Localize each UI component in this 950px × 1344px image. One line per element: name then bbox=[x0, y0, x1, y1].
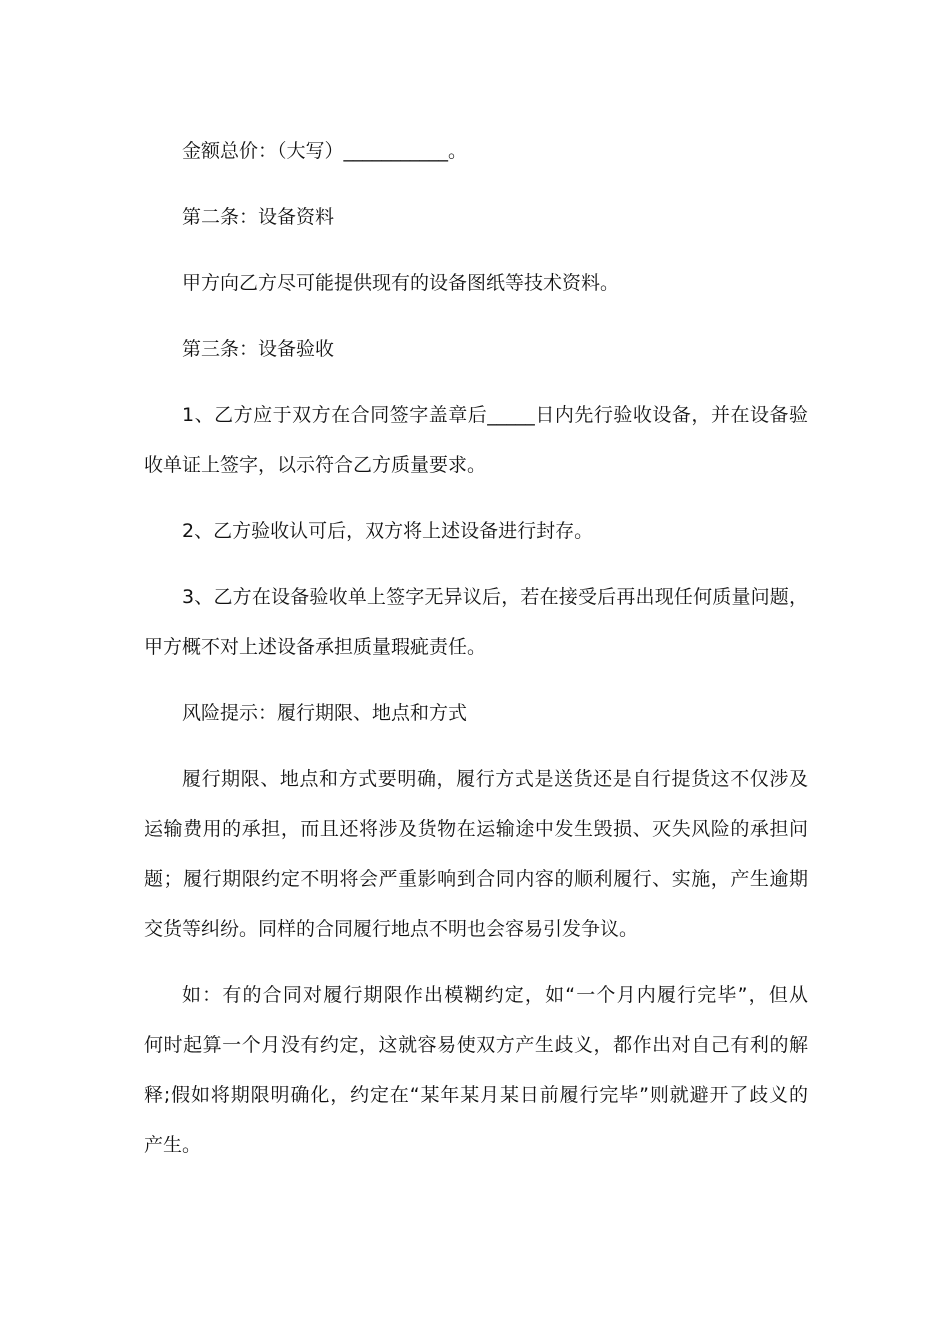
article-2-text: 甲方向乙方尽可能提供现有的设备图纸等技术资料。 bbox=[182, 272, 620, 294]
example-paragraph-line-1: 如：有的合同对履行期限作出模糊约定，如“一个月内履行完毕”，但从 bbox=[182, 984, 808, 1006]
article-3-heading: 第三条：设备验收 bbox=[182, 338, 335, 360]
example-paragraph-line-2: 何时起算一个月没有约定，这就容易使双方产生歧义，都作出对自己有利的解 bbox=[144, 1034, 808, 1056]
example-paragraph-line-4: 产生。 bbox=[144, 1134, 202, 1156]
article-2-heading: 第二条：设备资料 bbox=[182, 206, 335, 228]
risk-heading: 风险提示：履行期限、地点和方式 bbox=[182, 702, 468, 724]
risk-paragraph-line-2: 运输费用的承担，而且还将涉及货物在运输途中发生毁损、灭失风险的承担问 bbox=[144, 818, 808, 840]
example-paragraph-line-3: 释;假如将期限明确化，约定在“某年某月某日前履行完毕”则就避开了歧义的 bbox=[144, 1084, 808, 1106]
risk-paragraph-line-4: 交货等纠纷。同样的合同履行地点不明也会容易引发争议。 bbox=[144, 918, 639, 940]
clause-3-line-1: 3、乙方在设备验收单上签字无异议后，若在接受后再出现任何质量问题， bbox=[182, 586, 808, 608]
clause-1-line-2: 收单证上签字，以示符合乙方质量要求。 bbox=[144, 454, 487, 476]
clause-2-line: 2、乙方验收认可后，双方将上述设备进行封存。 bbox=[182, 520, 594, 542]
risk-paragraph-line-3: 题；履行期限约定不明将会严重影响到合同内容的顺利履行、实施，产生逾期 bbox=[144, 868, 808, 890]
risk-paragraph-line-1: 履行期限、地点和方式要明确，履行方式是送货还是自行提货这不仅涉及 bbox=[182, 768, 808, 790]
total-price-line: 金额总价：（大写）___________。 bbox=[182, 140, 468, 162]
clause-1-line-1: 1、乙方应于双方在合同签字盖章后_____日内先行验收设备，并在设备验 bbox=[182, 404, 808, 426]
clause-3-line-2: 甲方概不对上述设备承担质量瑕疵责任。 bbox=[144, 636, 487, 658]
